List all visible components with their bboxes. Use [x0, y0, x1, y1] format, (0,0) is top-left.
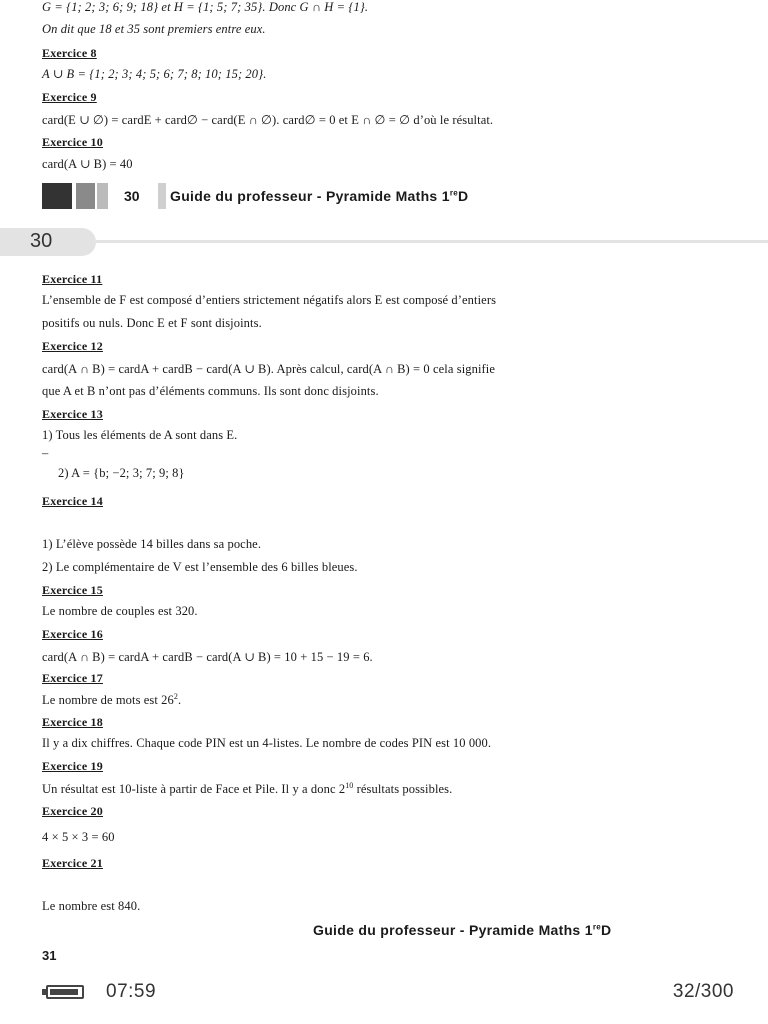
exercise-heading: Exercice 11	[42, 272, 103, 286]
text-line: 2) Le complémentaire de V est l’ensemble des 6 billes bleues.	[42, 560, 358, 574]
exercise-heading: Exercice 10	[42, 135, 103, 149]
text-line: 1) Tous les éléments de A sont dans E.	[42, 428, 238, 442]
text-line: A ∪ B = {1; 2; 3; 4; 5; 6; 7; 8; 10; 15; 20}.	[42, 67, 267, 81]
battery-icon	[46, 985, 84, 999]
text-line: Le nombre de mots est $26^2$.	[42, 692, 182, 708]
exercise-heading: Exercice 18	[42, 715, 103, 729]
page-footer-title: Guide du professeur - Pyramide Maths 1reD	[313, 922, 612, 938]
page-separator	[96, 240, 768, 243]
text-line: Un résultat est 10-liste à partir de Face et Pile. Il y a donc $2^{10}$ résultats possibles.	[42, 781, 453, 797]
exercise-heading: Exercice 13	[42, 407, 103, 421]
exercise-heading: Exercice 19	[42, 759, 103, 773]
reading-progress[interactable]: 32/300	[672, 981, 734, 1002]
text-line: card(A ∩ B) = cardA + cardB − card(A ∪ B) = 10 + 15 − 19 = 6.	[42, 650, 373, 664]
text-line: Le nombre est 840.	[42, 899, 141, 913]
footer-decoration-block	[76, 183, 95, 209]
footer-decoration-block	[97, 183, 108, 209]
text-line: –	[42, 446, 49, 460]
page-number: 31	[42, 948, 57, 963]
exercise-heading: Exercice 21	[42, 856, 103, 870]
text-line: G = {1; 2; 3; 6; 9; 18} et H = {1; 5; 7; 35}. Donc G ∩ H = {1}.	[42, 0, 369, 14]
text-line: Le nombre de couples est 320.	[42, 604, 198, 618]
exercise-heading: Exercice 14	[42, 494, 103, 508]
exercise-heading: Exercice 20	[42, 804, 103, 818]
text-line: positifs ou nuls. Donc E et F sont disjoints.	[42, 316, 262, 330]
footer-decoration-block	[42, 183, 72, 209]
page-tab-label: 30	[30, 230, 53, 252]
text-line: card(E ∪ ∅) = cardE + card∅ − card(E ∩ ∅). card∅ = 0 et E ∩ ∅ = ∅ d’où le résultat.	[42, 113, 494, 127]
exercise-heading: Exercice 15	[42, 583, 103, 597]
text-line: 4 × 5 × 3 = 60	[42, 830, 115, 844]
text-line: 2) A = {b; −2; 3; 7; 9; 8}	[58, 466, 185, 480]
text-line: que A et B n’ont pas d’éléments communs. Ils sont donc disjoints.	[42, 384, 379, 398]
page-number: 30	[124, 188, 140, 204]
status-time: 07:59	[106, 981, 157, 1002]
footer-divider	[158, 183, 166, 209]
text-line: card(A ∩ B) = cardA + cardB − card(A ∪ B). Après calcul, card(A ∩ B) = 0 cela signifie	[42, 362, 496, 376]
text-line: On dit que 18 et 35 sont premiers entre eux.	[42, 22, 266, 36]
text-line: 1) L’élève possède 14 billes dans sa poche.	[42, 537, 262, 551]
page-footer-title: Guide du professeur - Pyramide Maths 1reD	[170, 188, 469, 204]
exercise-heading: Exercice 16	[42, 627, 103, 641]
exercise-heading: Exercice 17	[42, 671, 103, 685]
exercise-heading: Exercice 8	[42, 46, 97, 60]
text-line: card(A ∪ B) = 40	[42, 157, 133, 171]
text-line: Il y a dix chiffres. Chaque code PIN est un 4-listes. Le nombre de codes PIN est 10 000.	[42, 736, 492, 750]
text-line: L’ensemble de F est composé d’entiers strictement négatifs alors E est composé d’entiers	[42, 293, 497, 307]
exercise-heading: Exercice 9	[42, 90, 97, 104]
exercise-heading: Exercice 12	[42, 339, 103, 353]
